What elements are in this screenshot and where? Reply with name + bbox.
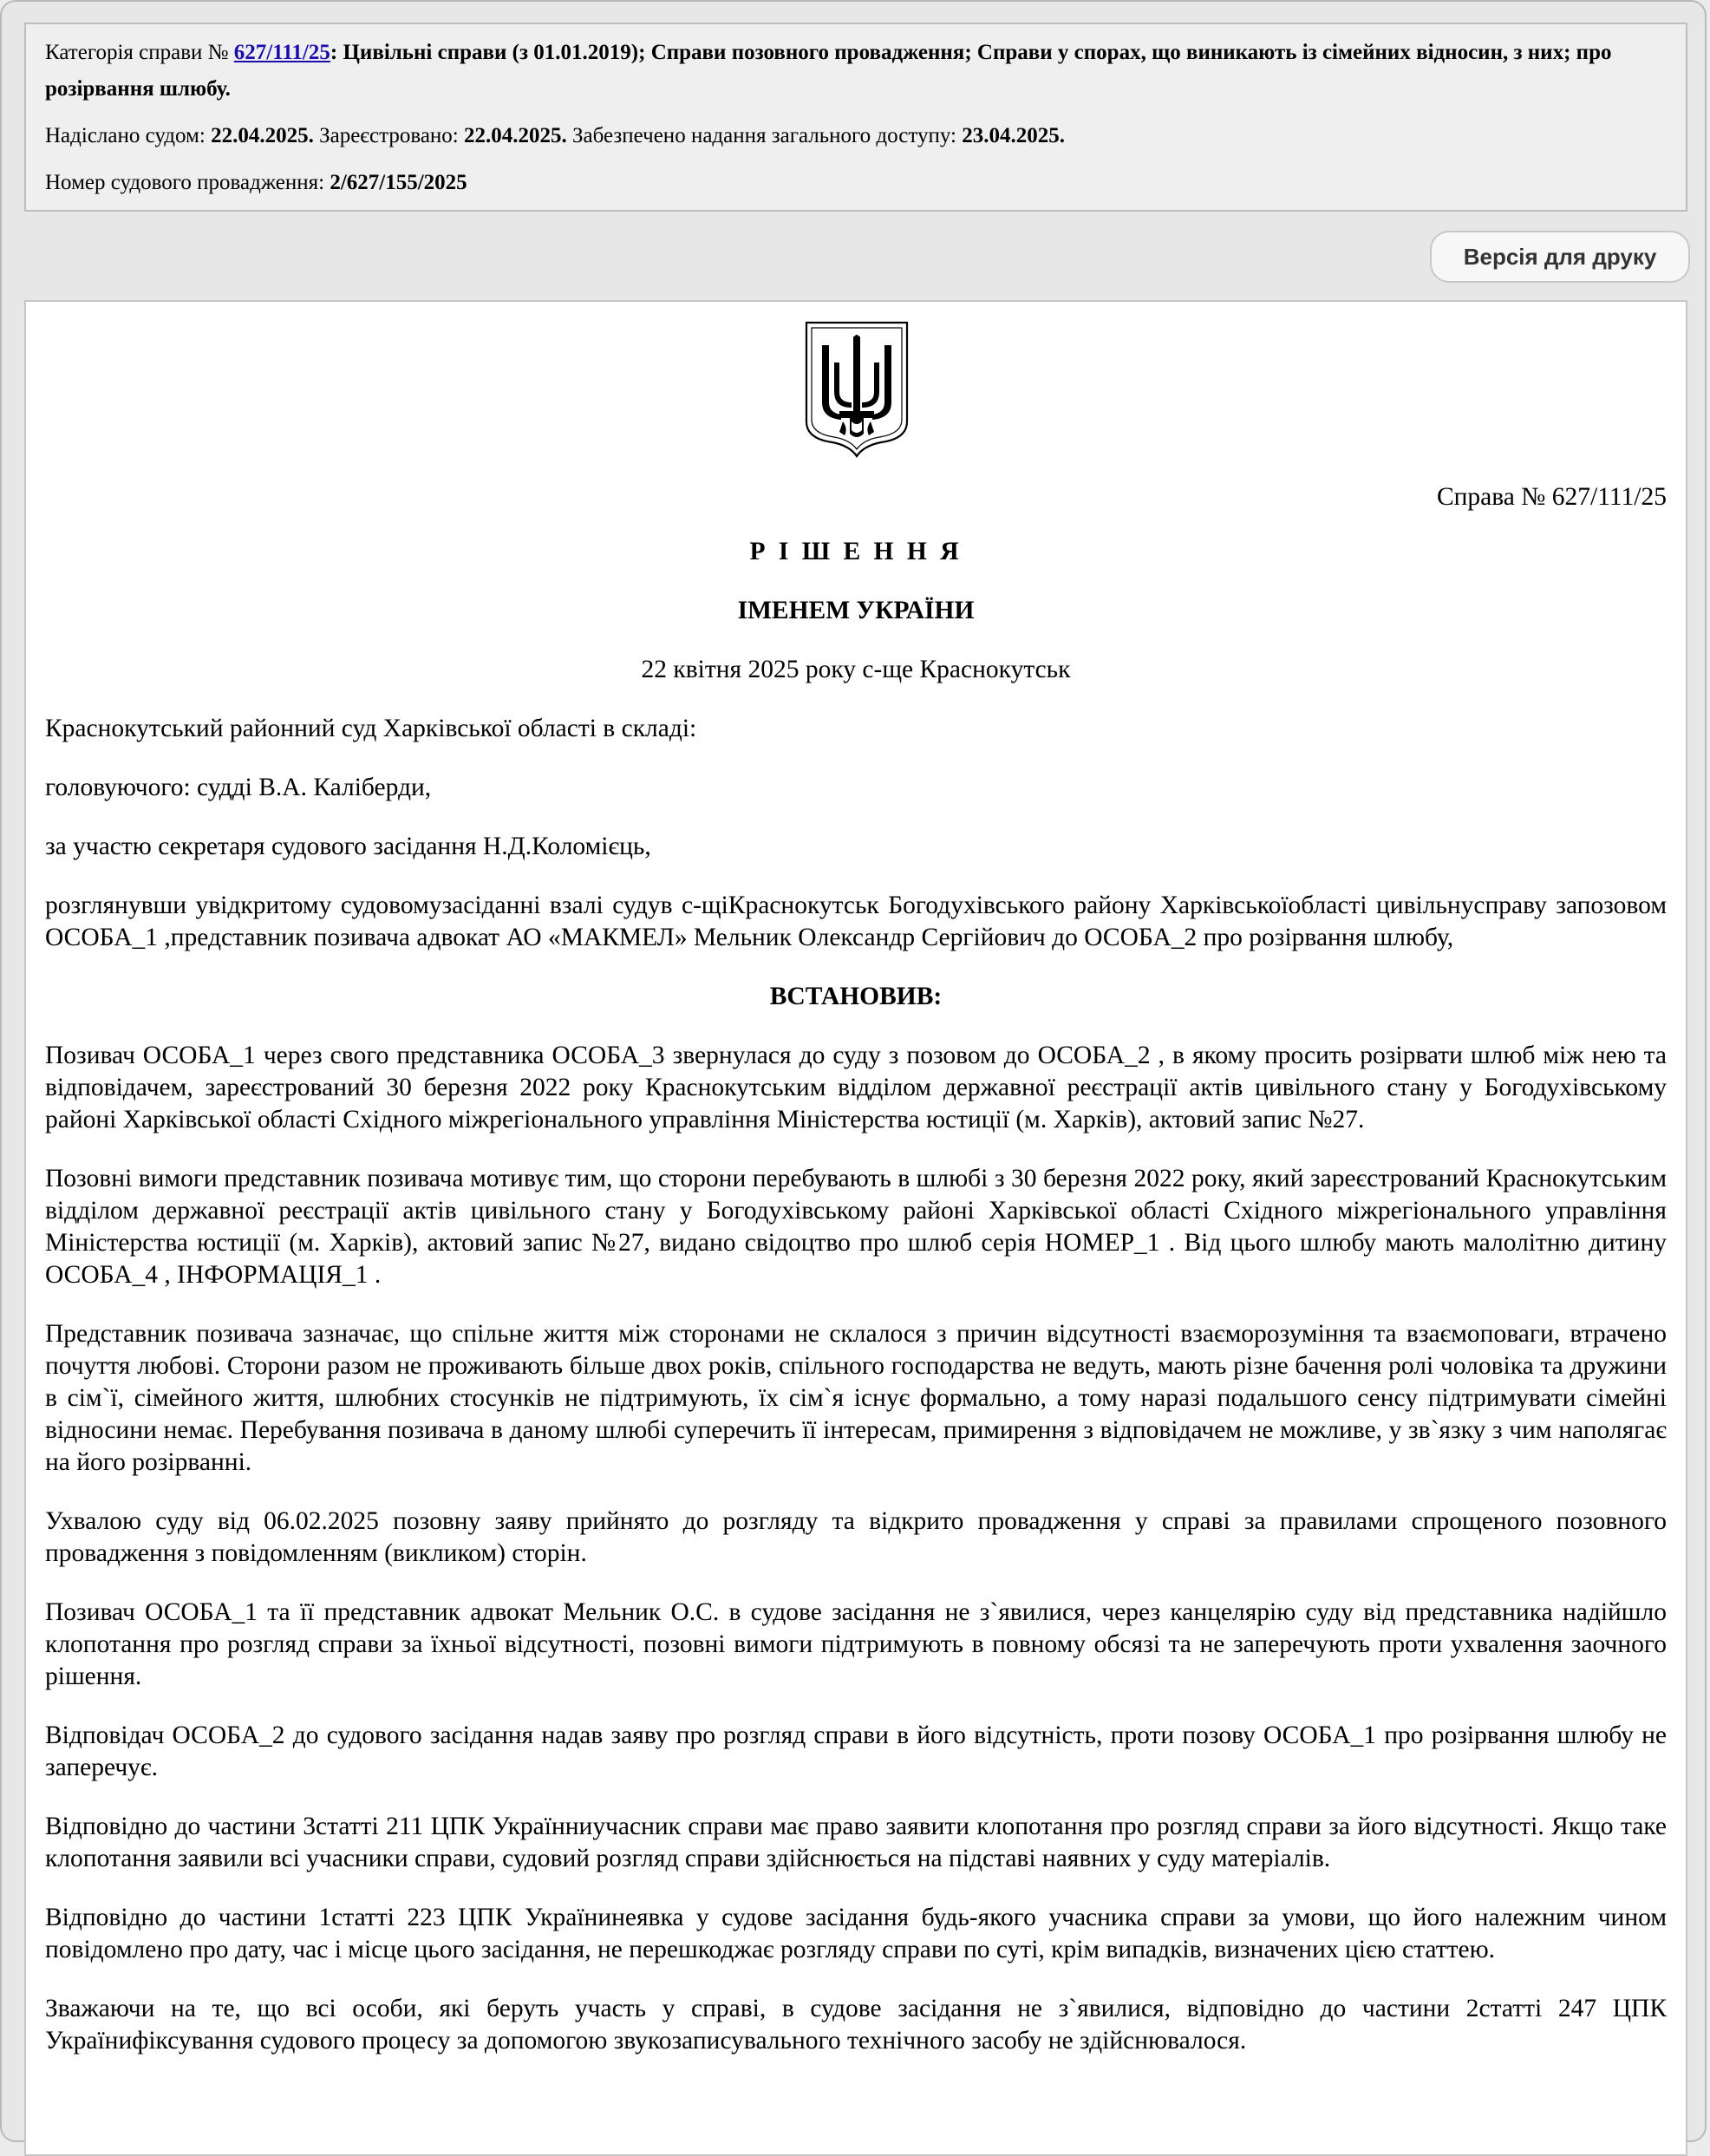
access-label: Забезпечено надання загального доступу:: [566, 124, 963, 147]
proceeding-number: 2/627/155/2025: [330, 171, 467, 194]
print-version-button[interactable]: Версія для друку: [1430, 231, 1690, 283]
presiding-judge: головуючого: судді В.А. Каліберди,: [45, 774, 432, 801]
document-body: [45, 475, 1667, 2057]
document-paragraph: Відповідно до частини 1статті 223 ЦПК Українинеявка у судове засідання будь-якого учасника справи за умови, що його належним чином повідомлено про дату, час і місце цього засідання, не перешкоджає розгляду справи по суті, крім випадків, визначених цією статтею.: [45, 1904, 1667, 1963]
document-paragraph: Зважаючи на те, що всі особи, які беруть участь у справі, в судове засідання не з`явилися, відповідно до частини 2статті 247 ЦПК Українифіксування судового процесу за допомогою звукозаписувального технічного засобу не здійснювалося.: [45, 1995, 1667, 2055]
proceeding-label: Номер судового провадження:: [45, 171, 330, 194]
document-title: Р І Ш Е Н Н Я: [749, 538, 963, 565]
document-paragraph: Відповідно до частини 3статті 211 ЦПК Українниучасник справи має право заявити клопотання про розгляд справи за його відсутності. Якщо таке клопотання заявили всі учасники справи, судовий розгляд справи здійснюється на підставі наявних у суду матеріалів.: [45, 1813, 1667, 1872]
document-paragraph: Позовні вимоги представник позивача мотивує тим, що сторони перебувають в шлюбі з 30 березня 2022 року, який зареєстрований Краснокутським відділом державної реєстрації актів цивільного стану у Богодухівському районі Харківської області Східного міжрегіонального управління Міністерства юстиції (м. Харків), актовий запис №27, видано свідоцтво про шлюб серія НОМЕР_1 . Від цього шлюбу мають малолітню дитину ОСОБА_4 , ІНФОРМАЦІЯ_1 .: [45, 1165, 1667, 1289]
case-dates: [45, 118, 1667, 154]
document-paragraph: Відповідач ОСОБА_2 до судового засідання надав заяву про розгляд справи в його відсутність, проти позову ОСОБА_1 про розірвання шлюбу не заперечує.: [45, 1722, 1667, 1781]
category-text: : Цивільні справи (з 01.01.2019); Справи позовного провадження; Справи у спорах, що виникають із сімейних відносин, з них; про розірвання шлюбу.: [45, 41, 1612, 101]
document-date-place: 22 квітня 2025 року с-ще Краснокутськ: [641, 656, 1071, 683]
case-number-link[interactable]: 627/111/25: [233, 41, 330, 64]
proceeding-number-line: [45, 165, 1667, 201]
sent-label: Надіслано судом:: [45, 124, 212, 147]
sent-date: 22.04.2025.: [211, 124, 314, 147]
case-category: [45, 35, 1667, 108]
document-paragraph: Ухвалою суду від 06.02.2025 позовну заяву прийнято до розгляду та відкрито провадження у справі за правилами спрощеного позовного провадження з повідомленням (викликом) сторін.: [45, 1507, 1667, 1567]
document-paragraph: Позивач ОСОБА_1 та її представник адвокат Мельник О.С. в судове засідання не з`явилися, через канцелярію суду від представника надійшло клопотання про розгляд справи за їхньої відсутності, позовні вимоги підтримують в повному обсязі та не заперечують проти ухвалення заочного рішення.: [45, 1598, 1667, 1690]
court-secretary: за участю секретаря судового засідання Н.Д.Коломієць,: [45, 833, 651, 860]
decision-document: [24, 300, 1687, 2156]
document-paragraph: Позивач ОСОБА_1 через свого представника ОСОБА_3 звернулася до суду з позовом до ОСОБА_2 , в якому просить розірвати шлюб між нею та відповідачем, зареєстрований 30 березня 2022 року Краснокутським відділом державної реєстрації актів цивільного стану у Богодухівському районі Харківської області Східного міжрегіонального управління Міністерства юстиції (м. Харків), актовий запис №27.: [45, 1042, 1667, 1134]
court-composition: Краснокутський районний суд Харківської області в складі:: [45, 715, 697, 742]
document-subtitle: ІМЕНЕМ УКРАЇНИ: [737, 597, 975, 624]
case-intro: розглянувши увідкритому судовомузасіданні взалі судув с-щіКраснокутськ Богодухівського району Харківськоїобласті цивільнусправу запозовом ОСОБА_1 ,представник позивача адвокат АО «МАКМЕЛ» Мельник Олександр Сергійович до ОСОБА_2 про розірвання шлюбу,: [45, 892, 1667, 951]
coat-of-arms-icon: [803, 319, 910, 458]
case-meta-panel: [24, 23, 1687, 212]
access-date: 23.04.2025.: [962, 124, 1065, 147]
established-heading: ВСТАНОВИВ:: [769, 983, 943, 1010]
category-prefix: Категорія справи №: [45, 41, 234, 64]
registered-label: Зареєстровано:: [313, 124, 464, 147]
document-paragraph: Представник позивача зазначає, що спільне життя між сторонами не склалося з причин відсутності взаєморозуміння та взаємоповаги, втрачено почуття любові. Сторони разом не проживають більше двох років, спільного господарства не ведуть, мають різне бачення ролі чоловіка та дружини в сім`ї, сімейного життя, шлюбних стосунків не підтримують, їх сім`я існує формально, а тому наразі подальшого сенсу підтримувати сімейні відносини немає. Перебування позивача в даному шлюбі суперечить її інтересам, примирення з відповідачем не можливе, у зв`язку з чим наполягає на його розірванні.: [45, 1320, 1667, 1476]
registered-date: 22.04.2025.: [464, 124, 567, 147]
document-case-number: Справа № 627/111/25: [1436, 483, 1667, 511]
